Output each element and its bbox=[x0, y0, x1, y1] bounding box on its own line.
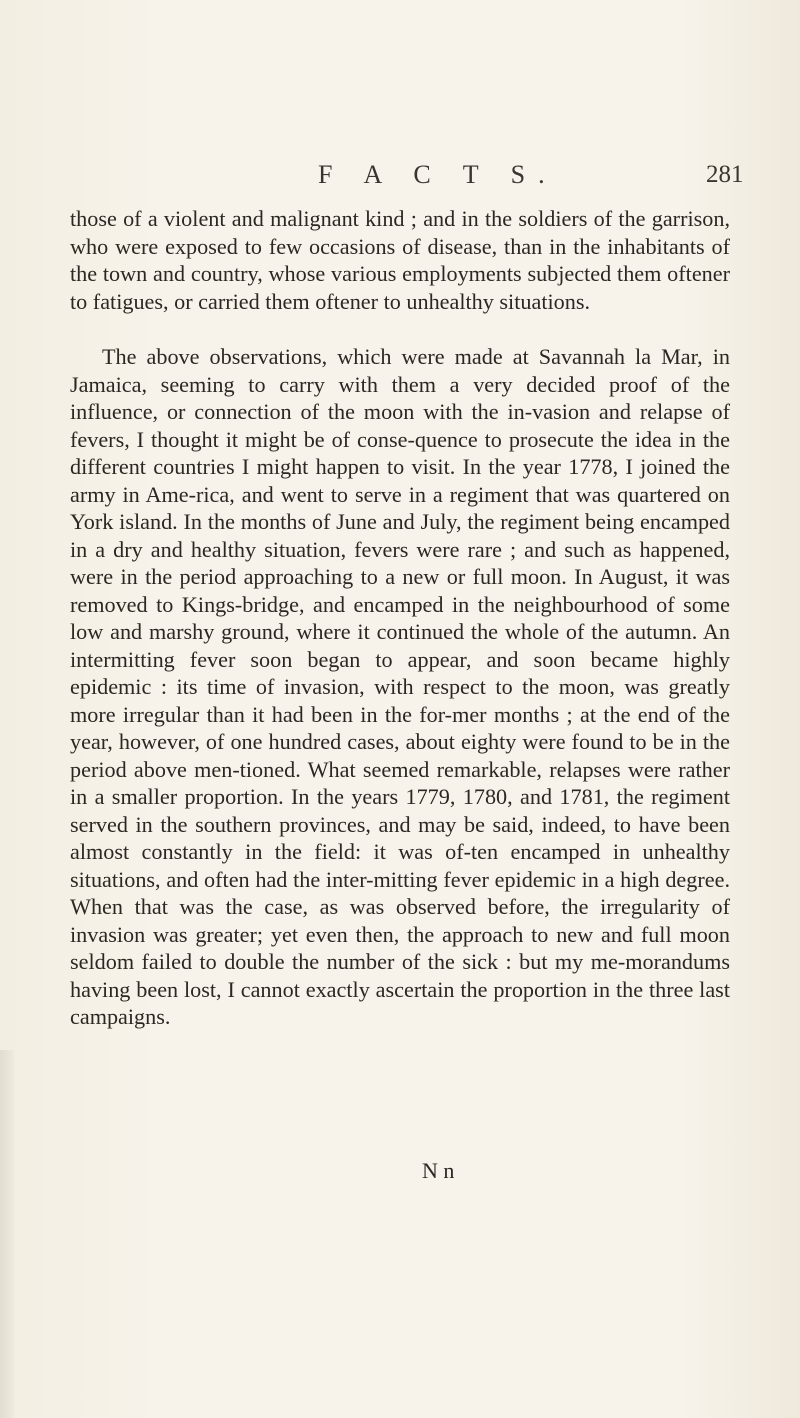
body-text bbox=[70, 205, 730, 1031]
page-number: 281 bbox=[706, 161, 744, 188]
running-head bbox=[0, 155, 800, 195]
signature-mark: N n bbox=[422, 1158, 455, 1183]
paragraph-continuation: those of a violent and malignant kind ; and in the soldiers of the garrison, who were exposed to few occasions of disease, than in the inhabitants of the town and country, whose various employments subjected them oftener to fatigues, or carried them oftener to unhealthy situations. bbox=[70, 206, 730, 314]
running-head-title: F A C T S. bbox=[318, 160, 558, 189]
page-edge-shadow bbox=[0, 1050, 14, 1418]
paragraph-observations: The above observations, which were made at Savannah la Mar, in Jamaica, seeming to carry with them a very decided proof of the influence, or connection of the moon with the in-vasion and relapse of fevers, I thought it might be of conse-quence to prosecute the idea in the different countries I might happen to visit. In the year 1778, I joined the army in Ame-rica, and went to serve in a regiment that was quartered on York island. In the months of June and July, the regiment being encamped in a dry and healthy situation, fevers were rare ; and such as happened, were in the period approaching to a new or full moon. In August, it was removed to Kings-bridge, and encamped in the neighbourhood of some low and marshy ground, where it continued the whole of the autumn. An intermitting fever soon began to appear, and soon became highly epidemic : its time of invasion, with respect to the moon, was greatly more irregular than it had been in the for-mer months ; at the end of the year, however, of one hundred cases, about eighty were found to be in the period above men-tioned. What seemed remarkable, relapses were rather in a smaller proportion. In the years 1779, 1780, and 1781, the regiment served in the southern provinces, and may be said, indeed, to have been almost constantly in the field: it was of-ten encamped in unhealthy situations, and often had the inter-mitting fever epidemic in a high degree. When that was the case, as was observed before, the irregularity of invasion was greater; yet even then, the approach to new and full moon seldom failed to double the number of the sick : but my me-morandums having been lost, I cannot exactly ascertain the proportion in the three last campaigns. bbox=[70, 344, 730, 1029]
